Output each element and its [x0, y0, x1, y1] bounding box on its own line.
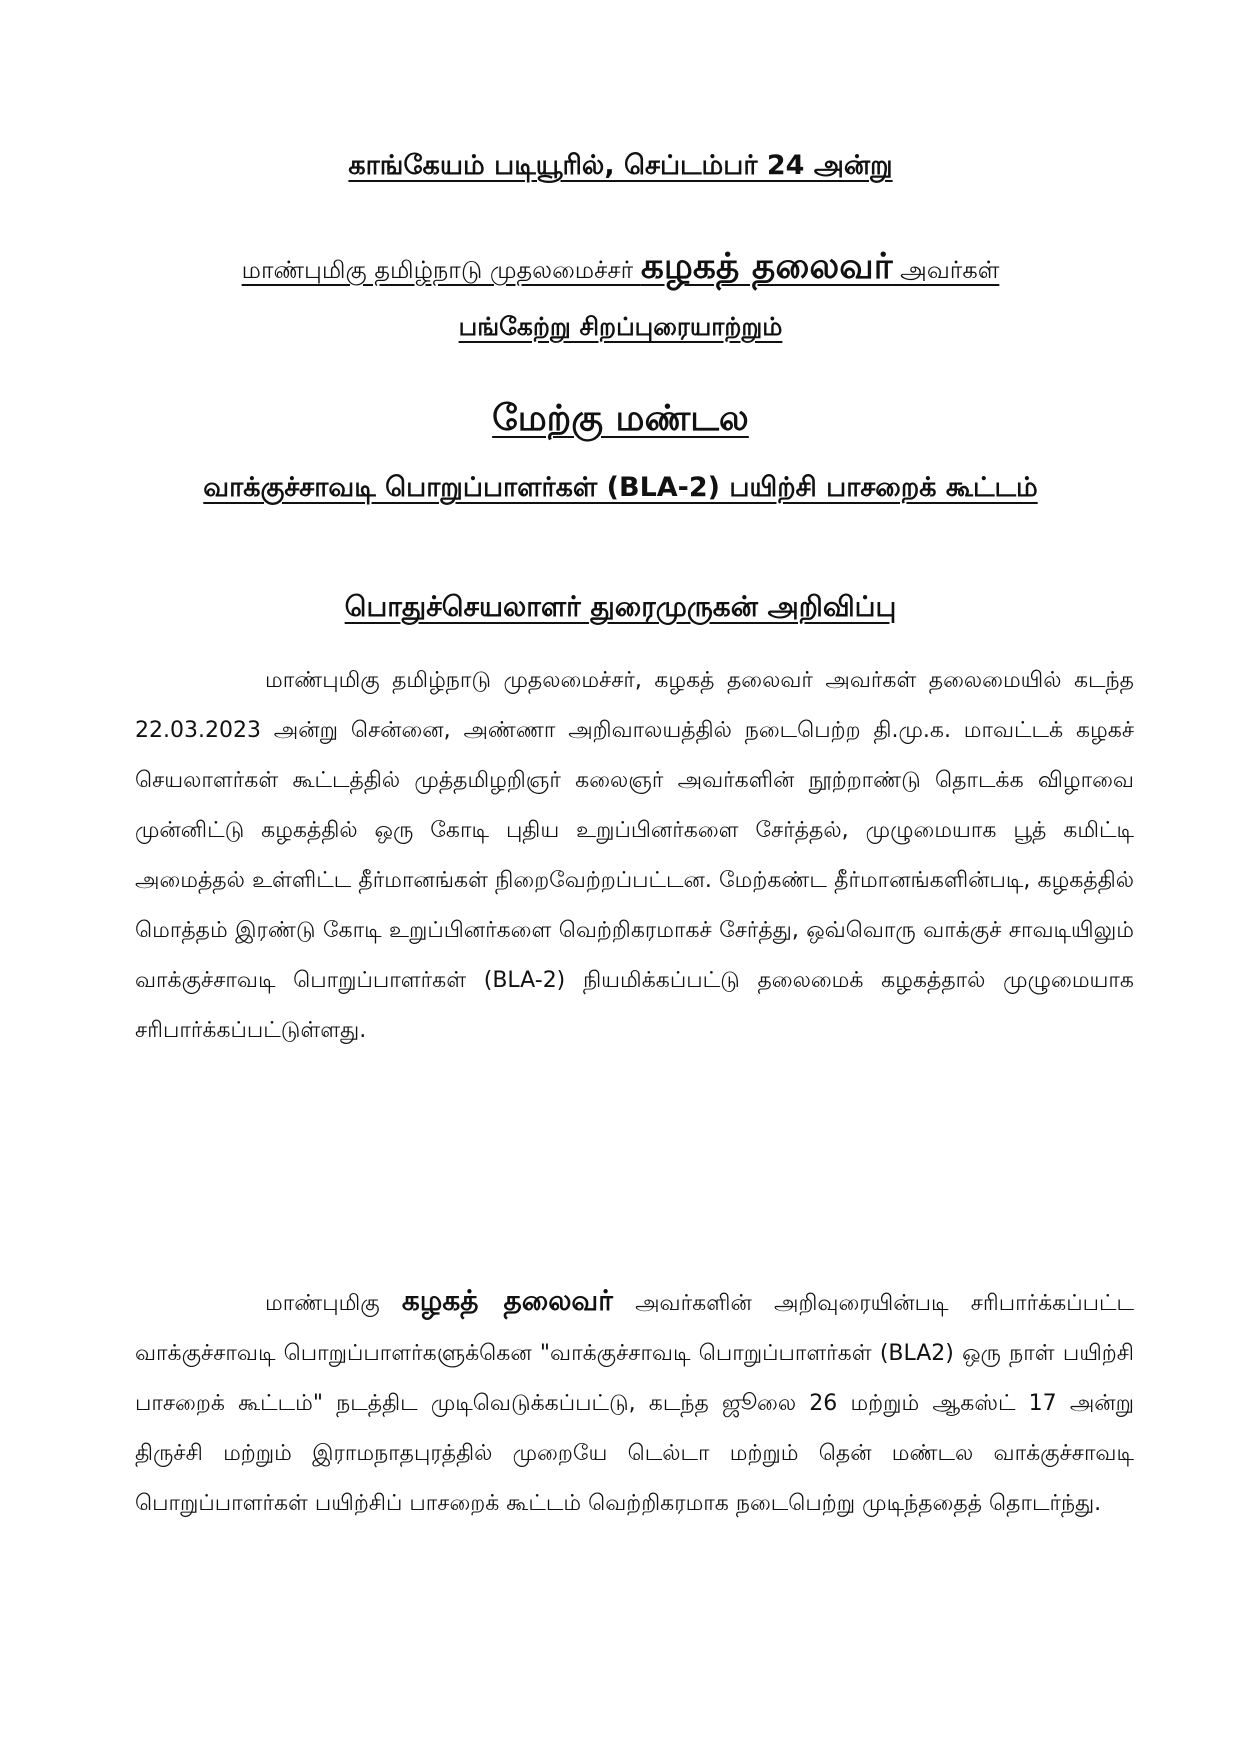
event-date-heading: காங்கேயம் படியூரில், செப்டம்பர் 24 அன்று: [348, 150, 893, 181]
paragraph-2-rest: அவர்களின் அறிவுரையின்படி சரிபார்க்கப்பட்ட வாக்குச்சாவடி பொறுப்பாளர்களுக்கென "வாக்குச்சாவடி பொறுப்பாளர்கள் (BLA2) ஒரு நாள் பயிற்சி பாசறைக் கூட்டம்" நடத்திட முடிவெடுக்கப்பட்டு, கடந்த ஜூலை 26 மற்றும் ஆகஸ்ட் 17 அன்று திருச்சி மற்றும் இராமநாதபுரத்தில் முறையே டெல்டா மற்றும் தென் மண்டல வாக்குச்சாவடி பொறுப்பாளர்கள் பயிற்சிப் பாசறைக் கூட்டம் வெற்றிகரமாக நடைபெற்று முடிந்ததைத் தொடர்ந்து.: [135, 1291, 1134, 1516]
body-paragraph-2: [135, 1276, 1134, 1529]
paragraph-2-emphasis: கழகத் தலைவர்: [401, 1284, 613, 1317]
paragraph-2-prefix: மாண்புமிகு: [265, 1291, 402, 1316]
heading-emphasis: கழகத் தலைவர்: [640, 246, 893, 287]
zone-heading: மேற்கு மண்டல: [492, 398, 749, 439]
chief-minister-heading: [0, 246, 1241, 292]
meeting-title-heading: வாக்குச்சாவடி பொறுப்பாளர்கள் (BLA-2) பயிற்சி பாசறைக் கூட்டம்: [203, 472, 1038, 503]
announcement-heading: பொதுச்செயலாளர் துரைமுருகன் அறிவிப்பு: [344, 590, 897, 623]
body-paragraph-1: மாண்புமிகு தமிழ்நாடு முதலமைச்சர், கழகத் தலைவர் அவர்கள் தலைமையில் கடந்த 22.03.2023 அன்று சென்னை, அண்ணா அறிவாலயத்தில் நடைபெற்ற தி.மு.க. மாவட்டக் கழகச் செயலாளர்கள் கூட்டத்தில் முத்தமிழறிஞர் கலைஞர் அவர்களின் நூற்றாண்டு தொடக்க விழாவை முன்னிட்டு கழகத்தில் ஒரு கோடி புதிய உறுப்பினர்களை சேர்த்தல், முழுமையாக பூத் கமிட்டி அமைத்தல் உள்ளிட்ட தீர்மானங்கள் நிறைவேற்றப்பட்டன. மேற்கண்ட தீர்மானங்களின்படி, கழகத்தில் மொத்தம் இரண்டு கோடி உறுப்பினர்களை வெற்றிகரமாகச் சேர்த்து, ஒவ்வொரு வாக்குச் சாவடியிலும் வாக்குச்சாவடி பொறுப்பாளர்கள் (BLA-2) நியமிக்கப்பட்டு தலைமைக் கழகத்தால் முழுமையாக சரிபார்க்கப்பட்டுள்ளது.: [135, 668, 1134, 1043]
heading-suffix: அவர்கள்: [892, 256, 1000, 284]
participation-heading: பங்கேற்று சிறப்புரையாற்றும்: [458, 312, 783, 341]
heading-prefix: மாண்புமிகு தமிழ்நாடு முதலமைச்சர்: [241, 256, 641, 284]
